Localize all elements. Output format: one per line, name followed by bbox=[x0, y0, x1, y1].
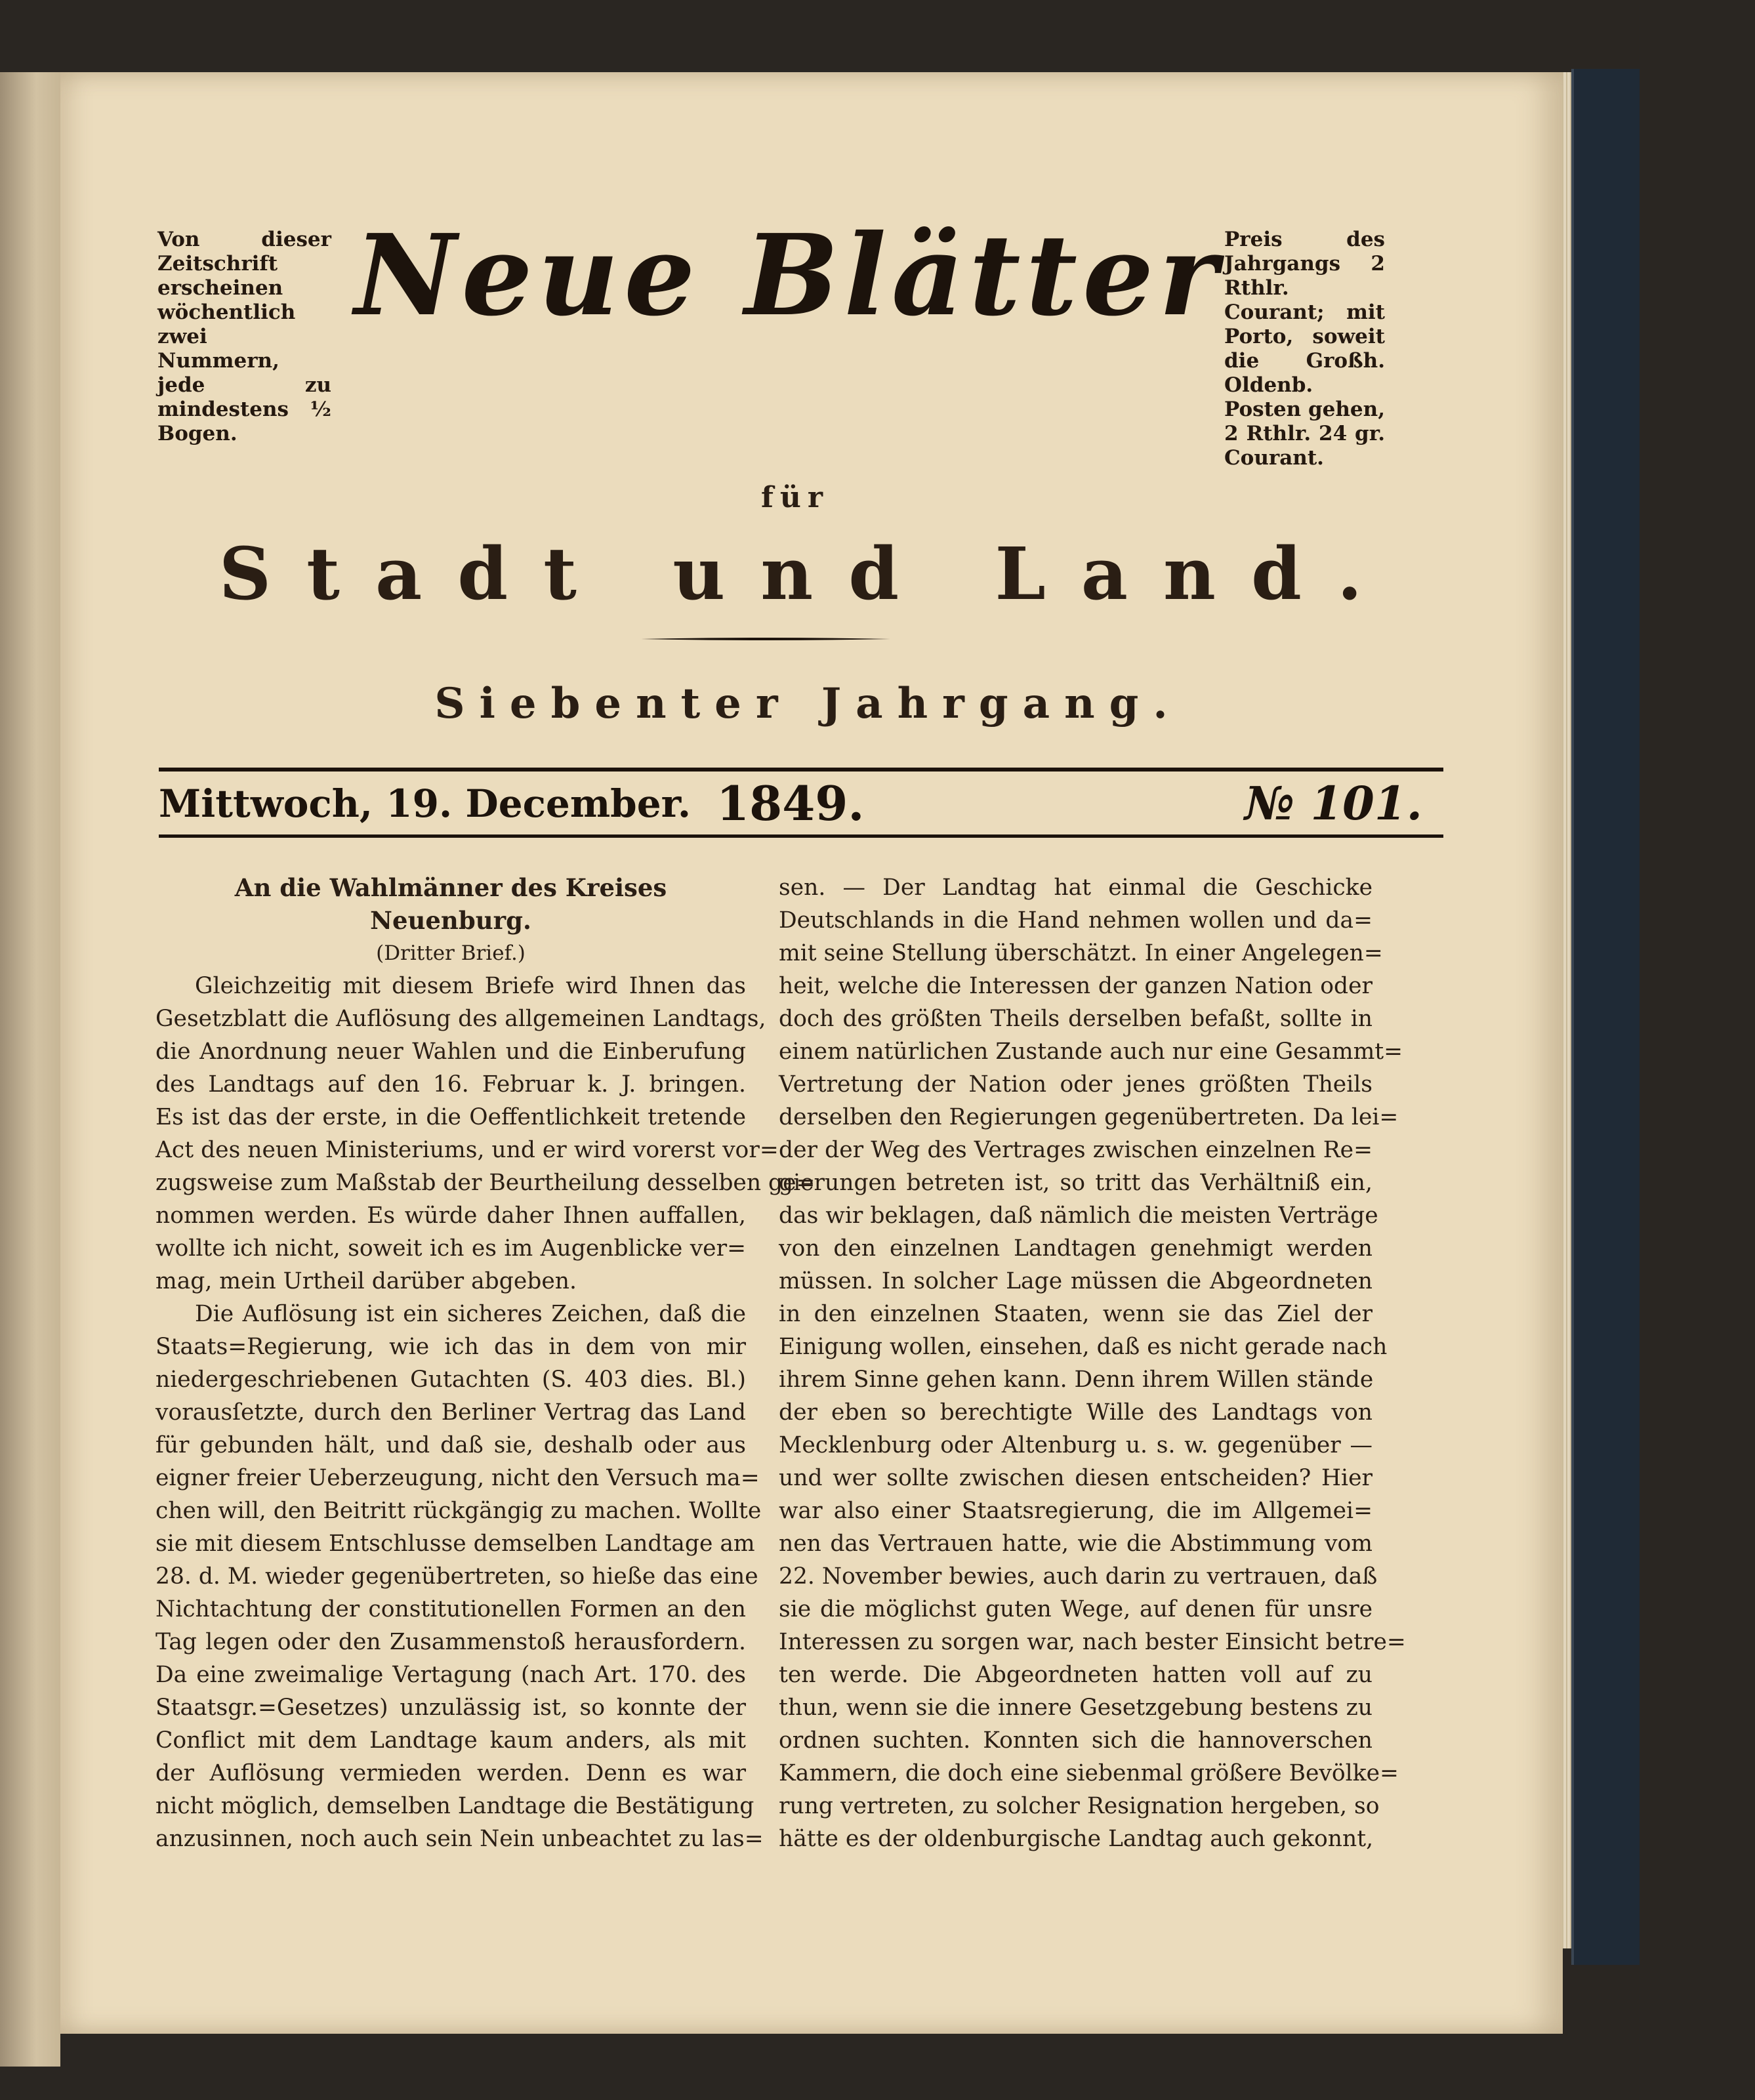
text-line: Interessen zu sorgen war, nach bester Einsicht betre= bbox=[779, 1629, 1406, 1655]
text-line: derselben den Regierungen gegenübertreten. Da lei= bbox=[779, 1104, 1399, 1130]
book-cover-edge bbox=[1571, 69, 1640, 1965]
text-line: der Auflösung vermieden werden. Denn es war bbox=[155, 1760, 746, 1786]
text-line: ordnen suchten. Konnten sich die hannoverschen bbox=[779, 1727, 1373, 1754]
text-line: Conflict mit dem Landtage kaum anders, als mit bbox=[155, 1727, 746, 1754]
text-line: Es ist das der erste, in die Oeffentlichkeit tretende bbox=[155, 1104, 746, 1130]
newspaper-page bbox=[60, 72, 1563, 2034]
text-line: müssen. In solcher Lage müssen die Abgeordneten bbox=[779, 1268, 1373, 1294]
issue-date: Mittwoch, 19. December. bbox=[159, 781, 692, 826]
issue-number: № 101. bbox=[1245, 776, 1422, 831]
text-line: in den einzelnen Staaten, wenn sie das Ziel der bbox=[779, 1301, 1373, 1327]
text-line: Staats=Regierung, wie ich das in dem von mir bbox=[155, 1334, 746, 1360]
volume-line: Siebenter Jahrgang. bbox=[434, 679, 1182, 728]
article-column-right bbox=[779, 871, 1406, 1855]
text-line: sie die möglichst guten Wege, auf denen für unsre bbox=[779, 1596, 1373, 1622]
article-heading: An die Wahlmänner des Kreises Neuenburg. bbox=[234, 873, 667, 935]
price-note: Preis des Jahrgangs 2 Rthlr. Courant; mit Porto, soweit die Großh. Oldenb. Posten gehen, 2 Rthlr. 24 gr. Courant. bbox=[1224, 228, 1385, 470]
text-line: Vertretung der Nation oder jenes größten Theils bbox=[779, 1071, 1373, 1098]
text-line: anzusinnen, noch auch sein Nein unbeachtet zu las= bbox=[155, 1826, 764, 1852]
article-column-left bbox=[155, 871, 816, 1855]
text-line: 22. November bewies, auch darin zu vertrauen, daß bbox=[779, 1563, 1378, 1590]
masthead-subtitle: Stadt und Land. bbox=[218, 531, 1398, 616]
text-line: wollte ich nicht, soweit ich es im Augenblicke ver= bbox=[155, 1235, 746, 1262]
text-line: gierungen betreten ist, so tritt das Verhältniß ein, bbox=[779, 1170, 1373, 1196]
text-line: war also einer Staatsregierung, die im Allgemei= bbox=[779, 1498, 1373, 1524]
text-line: Einigung wollen, einsehen, daß es nicht gerade nach bbox=[779, 1334, 1388, 1360]
text-line: für gebunden hält, und daß sie, deshalb oder aus bbox=[155, 1432, 746, 1458]
text-line: eigner freier Ueberzeugung, nicht den Versuch ma= bbox=[155, 1465, 760, 1491]
text-line: einem natürlichen Zustande auch nur eine Gesammt= bbox=[779, 1039, 1403, 1065]
text-line: Nichtachtung der constitutionellen Formen an den bbox=[155, 1596, 746, 1622]
text-line: das wir beklagen, daß nämlich die meisten Verträge bbox=[779, 1203, 1378, 1229]
text-line: Tag legen oder den Zusammenstoß herausfordern. bbox=[155, 1629, 746, 1655]
text-line: Da eine zweimalige Vertagung (nach Art. 170. des bbox=[155, 1662, 746, 1688]
text-line: ihrem Sinne gehen kann. Denn ihrem Willen stände bbox=[779, 1367, 1374, 1393]
bottom-rule bbox=[159, 834, 1443, 838]
text-line: die Anordnung neuer Wahlen und die Einberufung bbox=[155, 1039, 746, 1065]
frequency-note: Von dieser Zeitschrift erscheinen wöchentlich zwei Nummern, jede zu mindestens ½ Bogen. bbox=[157, 228, 331, 445]
text-line: mit seine Stellung überschätzt. In einer Angelegen= bbox=[779, 940, 1383, 966]
text-line: Gleichzeitig mit diesem Briefe wird Ihnen das bbox=[195, 973, 746, 999]
text-line: zugsweise zum Maßstab der Beurtheilung desselben ge= bbox=[155, 1170, 816, 1196]
text-line: Act des neuen Ministeriums, und er wird vorerst vor= bbox=[155, 1137, 779, 1163]
text-line: Deutschlands in die Hand nehmen wollen und da= bbox=[779, 907, 1373, 934]
text-line: vorausſetzte, durch den Berliner Vertrag das Land bbox=[155, 1399, 746, 1426]
text-line: Staatsgr.=Gesetzes) unzulässig ist, so konnte der bbox=[155, 1695, 746, 1721]
issue-year: 1849. bbox=[716, 775, 865, 831]
masthead-fuer: für bbox=[760, 481, 830, 514]
text-line: und wer sollte zwischen diesen entscheiden? Hier bbox=[779, 1465, 1373, 1491]
text-line: heit, welche die Interessen der ganzen Nation oder bbox=[779, 973, 1373, 999]
top-rule bbox=[159, 768, 1443, 772]
text-line: nicht möglich, demselben Landtage die Bestätigung bbox=[155, 1793, 754, 1819]
text-line: des Landtags auf den 16. Februar k. J. bringen. bbox=[155, 1071, 746, 1098]
left-column-body bbox=[155, 970, 816, 1855]
article-subheading: (Dritter Brief.) bbox=[376, 941, 526, 965]
text-line: nen das Vertrauen hatte, wie die Abstimmung vom bbox=[779, 1531, 1373, 1557]
text-line: der eben so berechtigte Wille des Landtags von bbox=[779, 1399, 1373, 1426]
masthead-title: Neue Blätter bbox=[354, 210, 1223, 341]
text-line: Gesetzblatt die Auflösung des allgemeinen Landtags, bbox=[155, 1006, 766, 1032]
text-line: sen. — Der Landtag hat einmal die Geschicke bbox=[779, 875, 1373, 901]
text-line: nommen werden. Es würde daher Ihnen auffallen, bbox=[155, 1203, 746, 1229]
text-line: von den einzelnen Landtagen genehmigt werden bbox=[779, 1235, 1373, 1262]
text-line: thun, wenn sie die innere Gesetzgebung bestens zu bbox=[779, 1695, 1373, 1721]
text-line: der der Weg des Vertrages zwischen einzelnen Re= bbox=[779, 1137, 1373, 1163]
facing-page-edge bbox=[0, 72, 60, 2067]
text-line: mag, mein Urtheil darüber abgeben. bbox=[155, 1268, 577, 1294]
text-line: 28. d. M. wieder gegenübertreten, so hieße das eine bbox=[155, 1563, 758, 1590]
text-line: chen will, den Beitritt rückgängig zu machen. Wollte bbox=[155, 1498, 762, 1524]
ornamental-rule bbox=[641, 636, 890, 642]
right-column-body bbox=[779, 871, 1406, 1855]
text-line: rung vertreten, zu solcher Resignation hergeben, so bbox=[779, 1793, 1380, 1819]
text-line: Mecklenburg oder Altenburg u. s. w. gegenüber — bbox=[779, 1432, 1373, 1458]
text-line: sie mit diesem Entschlusse demselben Landtage am bbox=[155, 1531, 755, 1557]
text-line: Kammern, die doch eine siebenmal größere Bevölke= bbox=[779, 1760, 1399, 1786]
text-line: niedergeschriebenen Gutachten (S. 403 dies. Bl.) bbox=[155, 1367, 746, 1393]
text-line: hätte es der oldenburgische Landtag auch gekonnt, bbox=[779, 1826, 1374, 1852]
text-line: ten werde. Die Abgeordneten hatten voll auf zu bbox=[779, 1662, 1373, 1688]
text-line: Die Auflösung ist ein sicheres Zeichen, daß die bbox=[195, 1301, 746, 1327]
text-line: doch des größten Theils derselben befaßt, sollte in bbox=[779, 1006, 1373, 1032]
